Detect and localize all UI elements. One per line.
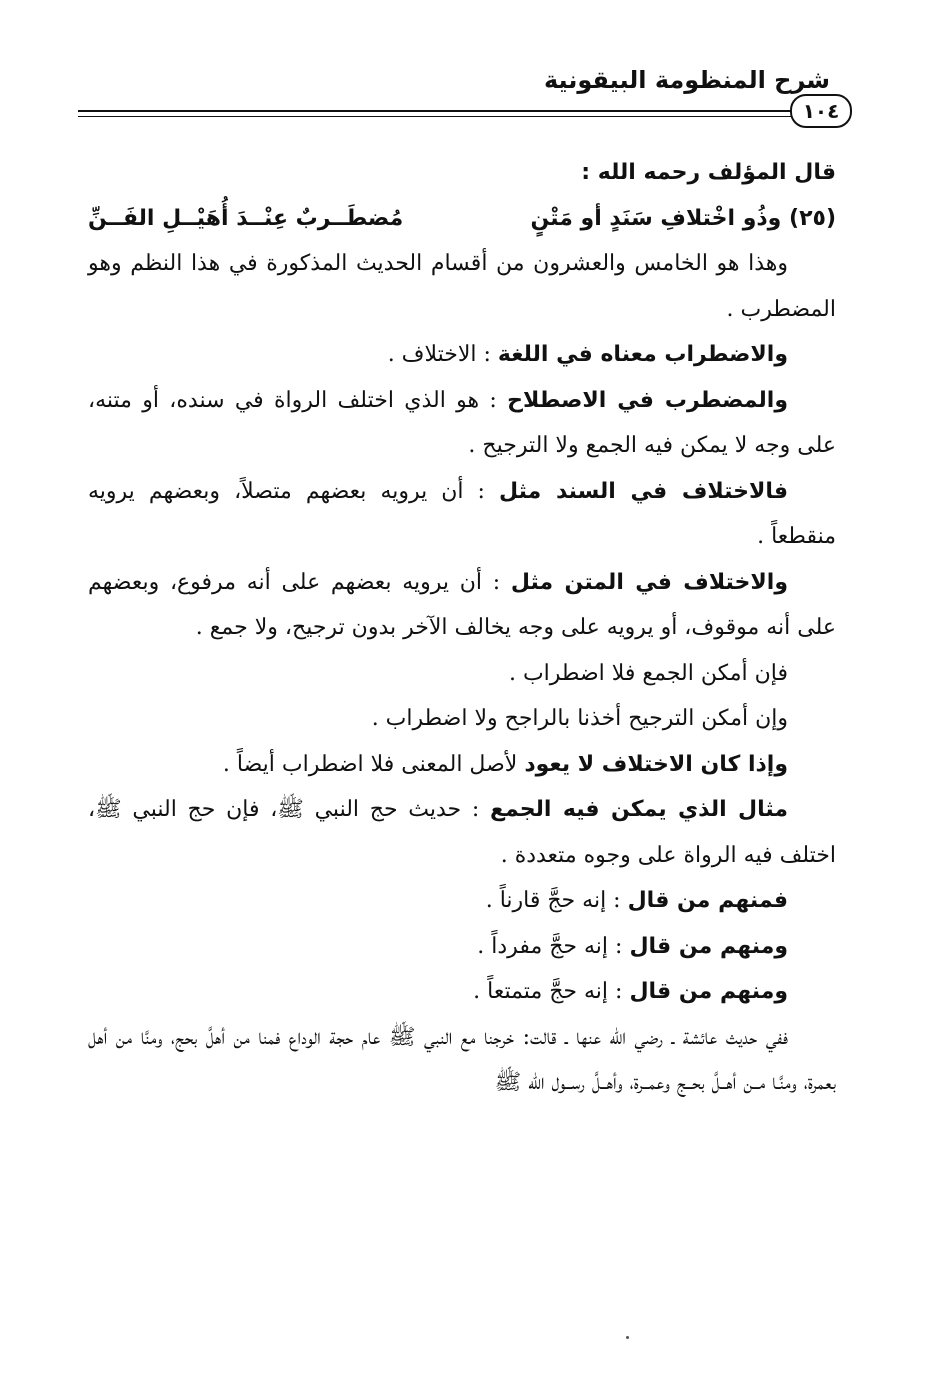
paragraph-2 (88, 332, 836, 378)
term-matn: والاختلاف في المتن مثل (510, 569, 788, 595)
verse-line (88, 196, 836, 242)
term-no-return: وإذا كان الاختلاف لا يعود (524, 751, 788, 777)
paragraph-3-text: : هو الذي اختلف الرواة في سنده، أو متنه، على وجه لا يمكن فيه الجمع ولا الترجيح . (88, 387, 836, 458)
header-rule (78, 110, 798, 112)
term-example: مثال الذي يمكن فيه الجمع (490, 797, 788, 822)
verse-number: (٢٥) (789, 205, 836, 231)
paragraph-10-text: : إنه حجَّ قارناً . (485, 888, 621, 913)
paragraph-10 (88, 878, 836, 924)
paragraph-6: فإن أمكن الجمع فلا اضطراب . (508, 660, 788, 686)
term-definition: والمضطرب في الاصطلاح (507, 387, 789, 413)
paragraph-11 (88, 924, 836, 970)
paragraph-12 (88, 969, 836, 1015)
term-said-3: ومنهم من قال (629, 979, 788, 1004)
paragraph-7: وإن أمكن الترجيح أخذنا بالراجح ولا اضطراب . (371, 706, 788, 731)
verse-second-hemistich: مُضطَــربٌ عِنْــدَ أُهَيْــلِ الفَــنِّ (88, 205, 404, 231)
term-sanad: فالاختلاف في السند مثل (499, 478, 789, 504)
verse-first-hemistich: وذُو اخْتلافِ سَنَدٍ أو مَتْنٍ (530, 205, 782, 231)
term-said-1: فمنهم من قال (627, 888, 788, 913)
header-rule-thin (78, 116, 798, 117)
body-text (88, 150, 836, 1106)
paragraph-12-text: : إنه حجَّ متمتعاً . (473, 979, 623, 1004)
paragraph-4-text: : أن يرويه بعضهم متصلاً، وبعضهم يرويه منقطعاً . (88, 478, 836, 549)
running-title: شرح المنظومة البيقونية (543, 66, 830, 94)
page-speck (626, 1336, 629, 1339)
verse-first-half (530, 196, 836, 242)
paragraph-5-text: : أن يرويه بعضهم على أنه مرفوع، وبعضهم على أنه موقوف، أو يرويه على وجه يخالف الآخر بدون ترجيح، ولا جمع . (88, 569, 836, 640)
paragraph-3 (88, 378, 836, 469)
paragraph-1: وهذا هو الخامس والعشرون من أقسام الحديث المذكورة في هذا النظم وهو المضطرب . (88, 251, 836, 322)
paragraph-4 (88, 469, 836, 560)
paragraph-8-text: لأصل المعنى فلا اضطراب أيضاً . (222, 751, 518, 777)
paragraph-9-text: : حديث حج النبي ﷺ، فإن حج النبي ﷺ، اختلف فيه الرواة على وجوه متعددة . (88, 797, 836, 868)
paragraph-13: ففي حديث عائشة ـ رضي الله عنها ـ قالت: خرجنا مع النبي ﷺ عام حجة الوداع فمنا من أهلَّ بحج، ومنَّا من أهل بعمرة، ومنَّـا مــن أهــلَّ بحــج وعمــرة، وأهــلَّ رســول الله ﷺ (88, 1024, 836, 1095)
paragraph-2-text: : الاختلاف . (387, 342, 491, 367)
paragraph-9 (88, 787, 836, 878)
paragraph-8 (88, 742, 836, 788)
term-said-2: ومنهم من قال (629, 933, 788, 959)
paragraph-11-text: : إنه حجَّ مفرداً . (477, 933, 623, 959)
paragraph-5 (88, 560, 836, 651)
term-language: والاضطراب معناه في اللغة (497, 342, 788, 367)
page-number-badge: ١٠٤ (790, 94, 852, 128)
intro-line: قال المؤلف رحمه الله : (581, 160, 836, 185)
